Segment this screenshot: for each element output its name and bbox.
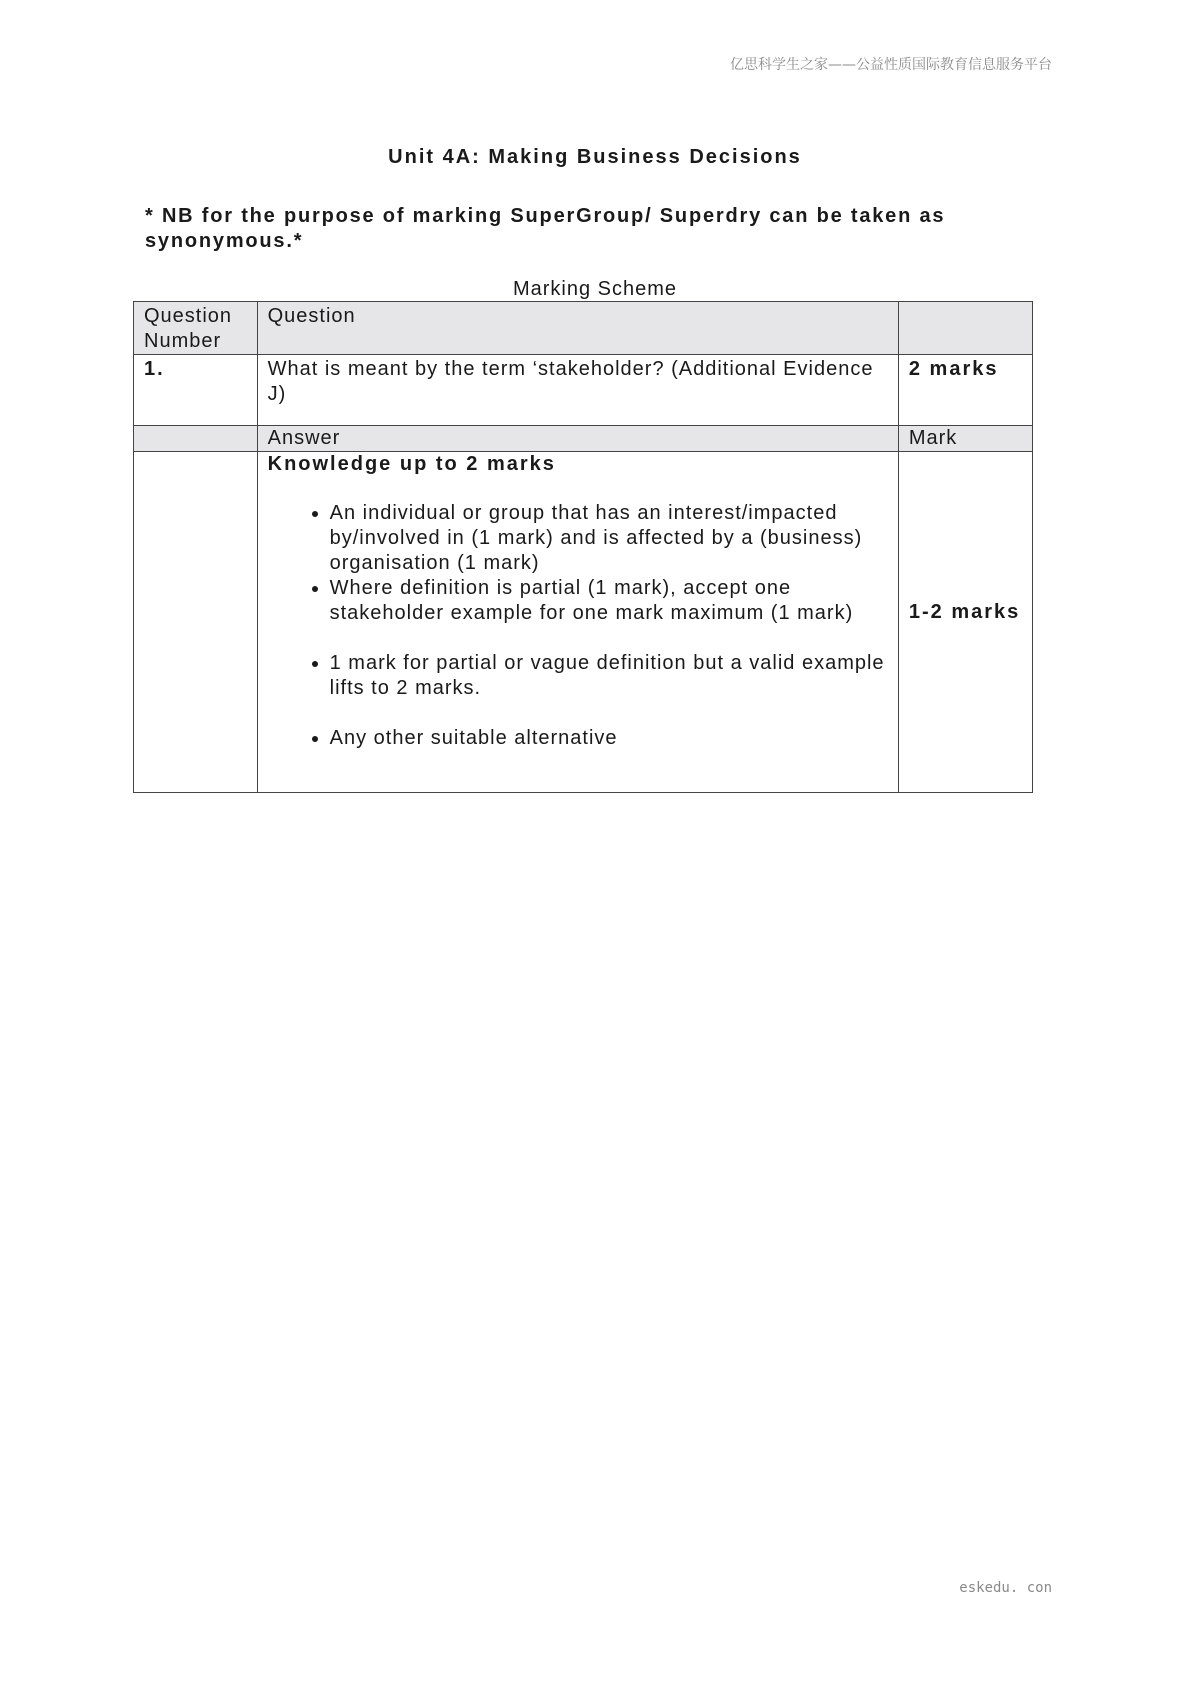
list-item: • Where definition is partial (1 mark), accept one stakeholder example for one mark maximum (1 mark) (330, 576, 888, 626)
list-item: • An individual or group that has an interest/impacted by/involved in (1 mark) and is affected by a (business) organisation (1 mark) (330, 501, 888, 576)
marking-scheme-caption: Marking Scheme (512, 278, 678, 300)
footer-site-text: eskedu. con (959, 1580, 1052, 1596)
answer-heading: Knowledge up to 2 marks (267, 453, 556, 475)
answer-header: Answer (257, 426, 898, 452)
marking-scheme-table (133, 301, 1033, 793)
question-number: 1. (134, 355, 258, 426)
question-row (134, 355, 1033, 426)
answer-mark-cell (898, 452, 1032, 793)
list-item: • Any other suitable alternative (330, 726, 888, 751)
mark-range: 1-2 marks (908, 601, 1021, 623)
answer-content (257, 452, 898, 793)
document-title: Unit 4A: Making Business Decisions (388, 146, 802, 168)
marking-criteria-list (268, 501, 888, 751)
question-header: Question (257, 302, 898, 355)
question-text: What is meant by the term ‘stakeholder? (Additional Evidence J) (257, 355, 898, 426)
answer-header-empty (134, 426, 258, 452)
answer-number-empty (134, 452, 258, 793)
answer-row (134, 452, 1033, 793)
question-number-header: Question Number (134, 302, 258, 355)
list-item: • 1 mark for partial or vague definition but a valid example lifts to 2 marks. (330, 651, 888, 701)
header-site-text: 亿思科学生之家——公益性质国际教育信息服务平台 (730, 57, 1052, 73)
question-marks: 2 marks (898, 355, 1032, 426)
mark-header: Mark (898, 426, 1032, 452)
table-header-row (134, 302, 1033, 355)
answer-header-row (134, 426, 1033, 452)
nb-note: * NB for the purpose of marking SuperGroup/ Superdry can be taken as synonymous.* (145, 205, 946, 252)
marks-header (898, 302, 1032, 355)
